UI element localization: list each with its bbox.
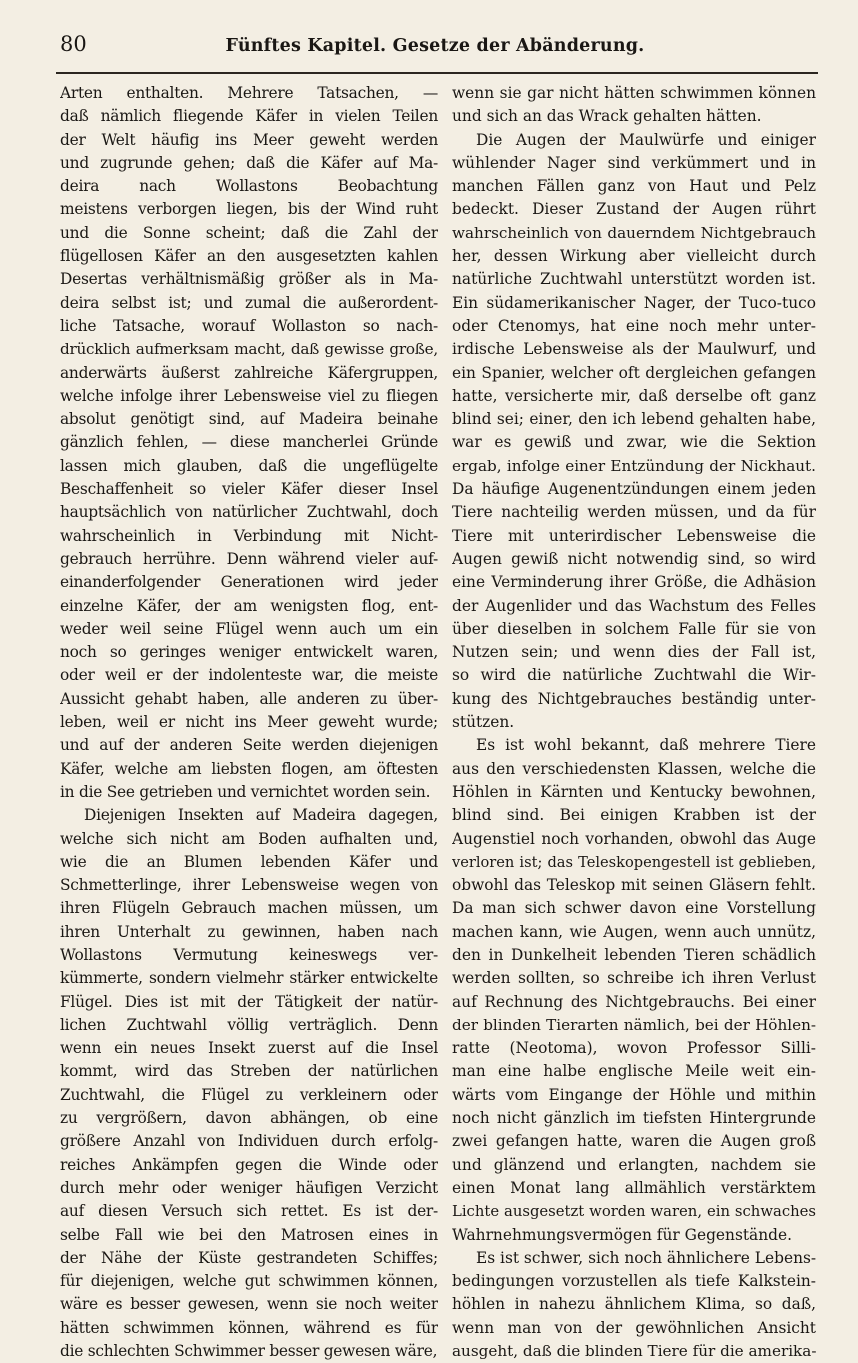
text-line: wenn ein neues Insekt zuerst auf die Insel [60, 1039, 438, 1058]
text-line: den in Dunkelheit lebenden Tieren schädlich [452, 945, 816, 964]
text-line: durch mehr oder weniger häufigen Verzicht [60, 1178, 438, 1197]
text-line: blind sind. Bei einigen Krabben ist der [452, 806, 816, 825]
text-line: wahrscheinlich von dauerndem Nichtgebrauch [452, 223, 816, 242]
text-line: deira selbst ist; und zumal die außerordent- [60, 293, 438, 312]
text-line: der Welt häufig ins Meer geweht werden [60, 130, 438, 149]
text-line: absolut genötigt sind, auf Madeira beinahe [60, 410, 438, 429]
text-line: wahrscheinlich in Verbindung mit Nicht- [60, 526, 438, 545]
text-line: hätten schwimmen können, während es für [60, 1318, 438, 1337]
text-line: hatte, versicherte mir, daß derselbe oft ganz [452, 386, 816, 405]
text-line: Flügel. Dies ist mit der Tätigkeit der natür- [60, 992, 438, 1011]
text-line: einzelne Käfer, der am wenigsten flog, ent- [60, 596, 438, 615]
text-line: anderwärts äußerst zahlreiche Käfergruppen, [60, 363, 438, 382]
text-line: kümmerte, sondern vielmehr stärker entwickelte [60, 969, 438, 988]
page-header [56, 32, 814, 72]
text-line: hauptsächlich von natürlicher Zuchtwahl, doch [60, 503, 438, 522]
text-line: daß nämlich fliegende Käfer in vielen Teilen [60, 107, 438, 126]
running-head: Fünftes Kapitel. Gesetze der Abänderung. [225, 36, 645, 56]
text-line: Arten enthalten. Mehrere Tatsachen, — [60, 84, 438, 102]
header-rule [56, 72, 818, 74]
text-line: wenn man von der gewöhnlichen Ansicht [452, 1318, 816, 1337]
text-line: Es ist schwer, sich noch ähnlichere Lebens- [476, 1248, 816, 1267]
text-line: höhlen in nahezu ähnlichem Klima, so daß, [452, 1295, 816, 1314]
text-line: manchen Fällen ganz von Haut und Pelz [452, 177, 816, 196]
text-line: drücklich aufmerksam macht, daß gewisse große, [60, 340, 438, 359]
text-line: so wird die natürliche Zuchtwahl die Wir- [452, 666, 816, 685]
text-line: gänzlich fehlen, — diese mancherlei Gründe [60, 433, 438, 452]
text-line: war es gewiß und zwar, wie die Sektion [452, 433, 816, 452]
text-line: einanderfolgender Generationen wird jeder [60, 573, 438, 592]
text-line: flügellosen Käfer an den ausgesetzten kahlen [60, 247, 438, 266]
text-line: der Nähe der Küste gestrandeten Schiffes; [60, 1248, 438, 1267]
text-line: über dieselben in solchem Falle für sie von [452, 619, 816, 638]
left-column [60, 82, 438, 1363]
text-line: Es ist wohl bekannt, daß mehrere Tiere [476, 736, 816, 755]
text-line: Höhlen in Kärnten und Kentucky bewohnen, [452, 782, 816, 801]
text-line: weder weil seine Flügel wenn auch um ein [60, 619, 438, 638]
text-line: Ein südamerikanischer Nager, der Tuco-tuco [452, 293, 816, 312]
text-line: her, dessen Wirkung aber vielleicht durch [452, 247, 816, 266]
text-line: ratte (Neotoma), wovon Professor Silli- [452, 1039, 816, 1058]
text-line: der blinden Tierarten nämlich, bei der Höhlen- [452, 1015, 816, 1034]
text-line: und die Sonne scheint; daß die Zahl der [60, 223, 438, 242]
text-line: Die Augen der Maulwürfe und einiger [476, 130, 816, 149]
text-line: in die See getrieben und vernichtet worden sein. [60, 782, 431, 801]
text-line: größere Anzahl von Individuen durch erfolg- [60, 1132, 438, 1151]
right-column [452, 82, 816, 1363]
text-line: lassen mich glauben, daß die ungeflügelte [60, 456, 438, 475]
text-line: auf diesen Versuch sich rettet. Es ist der- [60, 1202, 438, 1221]
text-line: verloren ist; das Teleskopengestell ist geblieben, [452, 853, 816, 871]
text-line: Da man sich schwer davon eine Vorstellung [452, 899, 816, 918]
text-line: Tiere mit unterirdischer Lebensweise die [452, 526, 816, 545]
text-line: gebrauch herrühre. Denn während vieler auf- [60, 549, 438, 568]
text-line: leben, weil er nicht ins Meer geweht wurde; [60, 713, 438, 732]
text-line: Schmetterlinge, ihrer Lebensweise wegen von [60, 876, 438, 895]
text-line: und sich an das Wrack gehalten hätten. [452, 107, 762, 126]
text-line: kung des Nichtgebrauches beständig unter- [452, 689, 816, 708]
text-line: noch so geringes weniger entwickelt waren, [60, 643, 438, 662]
text-line: Desertas verhältnismäßig größer als in Ma- [60, 270, 438, 289]
text-line: ein Spanier, welcher oft dergleichen gefangen [452, 363, 816, 382]
text-line: zwei gefangen hatte, waren die Augen groß [452, 1132, 816, 1151]
text-line: Diejenigen Insekten auf Madeira dagegen, [84, 806, 438, 825]
text-line: wühlender Nager sind verkümmert und in [452, 153, 816, 172]
text-line: Wollastons Vermutung keineswegs ver- [60, 945, 438, 964]
text-line: Augen gewiß nicht notwendig sind, so wird [452, 549, 816, 568]
text-line: Aussicht gehabt haben, alle anderen zu über- [60, 689, 438, 708]
text-line: zu vergrößern, davon abhängen, ob eine [60, 1109, 438, 1128]
text-line: werden sollten, so schreibe ich ihren Verlust [452, 969, 816, 988]
text-line: natürliche Zuchtwahl unterstützt worden ist. [452, 270, 816, 289]
text-line: stützen. [452, 713, 515, 732]
text-line: Zuchtwahl, die Flügel zu verkleinern oder [60, 1085, 438, 1104]
text-line: und auf der anderen Seite werden diejenigen [60, 736, 438, 755]
text-line: ausgeht, daß die blinden Tiere für die amerika- [452, 1342, 816, 1361]
text-line: selbe Fall wie bei den Matrosen eines in [60, 1225, 438, 1244]
text-line: für diejenigen, welche gut schwimmen können, [60, 1272, 438, 1291]
text-line: Tiere nachteilig werden müssen, und da für [452, 503, 816, 522]
text-line: Beschaffenheit so vieler Käfer dieser Insel [60, 480, 438, 499]
text-line: wärts vom Eingange der Höhle und mithin [452, 1085, 816, 1104]
text-line: ergab, infolge einer Entzündung der Nickhaut. [452, 456, 816, 475]
text-line: wenn sie gar nicht hätten schwimmen können [452, 84, 816, 102]
text-line: noch nicht gänzlich im tiefsten Hintergrunde [452, 1109, 816, 1128]
text-line: kommt, wird das Streben der natürlichen [60, 1062, 438, 1081]
text-line: man eine halbe englische Meile weit ein- [452, 1062, 816, 1081]
text-line: irdische Lebensweise als der Maulwurf, und [452, 340, 816, 359]
text-line: Wahrnehmungsvermögen für Gegenstände. [452, 1225, 792, 1244]
text-line: lichen Zuchtwahl völlig verträglich. Denn [60, 1015, 438, 1034]
text-line: bedeckt. Dieser Zustand der Augen rührt [452, 200, 816, 219]
text-line: ihren Flügeln Gebrauch machen müssen, um [60, 899, 438, 918]
text-line: Nutzen sein; und wenn dies der Fall ist, [452, 643, 816, 662]
text-line: der Augenlider und das Wachstum des Felles [452, 596, 816, 615]
text-line: auf Rechnung des Nichtgebrauchs. Bei einer [452, 992, 816, 1011]
text-line: die schlechten Schwimmer besser gewesen wäre, [60, 1342, 438, 1361]
text-line: wäre es besser gewesen, wenn sie noch weiter [60, 1295, 438, 1314]
text-line: und zugrunde gehen; daß die Käfer auf Ma- [60, 153, 438, 172]
text-line: deira nach Wollastons Beobachtung [60, 177, 438, 196]
text-line: Käfer, welche am liebsten flogen, am öftesten [60, 759, 438, 778]
text-line: Augenstiel noch vorhanden, obwohl das Auge [452, 829, 816, 848]
text-line: einen Monat lang allmählich verstärktem [452, 1178, 816, 1197]
text-line: reiches Ankämpfen gegen die Winde oder [60, 1155, 438, 1174]
text-line: eine Verminderung ihrer Größe, die Adhäsion [452, 573, 816, 592]
page-number: 80 [60, 32, 87, 56]
text-line: oder weil er der indolenteste war, die meiste [60, 666, 438, 685]
text-line: bedingungen vorzustellen als tiefe Kalkstein- [452, 1272, 816, 1291]
text-line: meistens verborgen liegen, bis der Wind ruht [60, 200, 438, 219]
text-line: wie die an Blumen lebenden Käfer und [60, 852, 438, 871]
text-line: Lichte ausgesetzt worden waren, ein schwaches [452, 1203, 816, 1221]
text-line: liche Tatsache, worauf Wollaston so nach- [60, 316, 438, 335]
text-line: oder Ctenomys, hat eine noch mehr unter- [452, 316, 816, 335]
text-line: welche infolge ihrer Lebensweise viel zu fliegen [60, 386, 438, 405]
text-line: welche sich nicht am Boden aufhalten und, [60, 829, 438, 848]
text-line: aus den verschiedensten Klassen, welche die [452, 759, 816, 778]
text-line: und glänzend und erlangten, nachdem sie [452, 1155, 816, 1174]
text-line: Da häufige Augenentzündungen einem jeden [452, 480, 816, 499]
text-line: machen kann, wie Augen, wenn auch unnütz, [452, 922, 816, 941]
text-line: blind sei; einer, den ich lebend gehalten habe, [452, 410, 816, 429]
text-line: ihren Unterhalt zu gewinnen, haben nach [60, 922, 438, 941]
text-line: obwohl das Teleskop mit seinen Gläsern fehlt. [452, 876, 816, 895]
